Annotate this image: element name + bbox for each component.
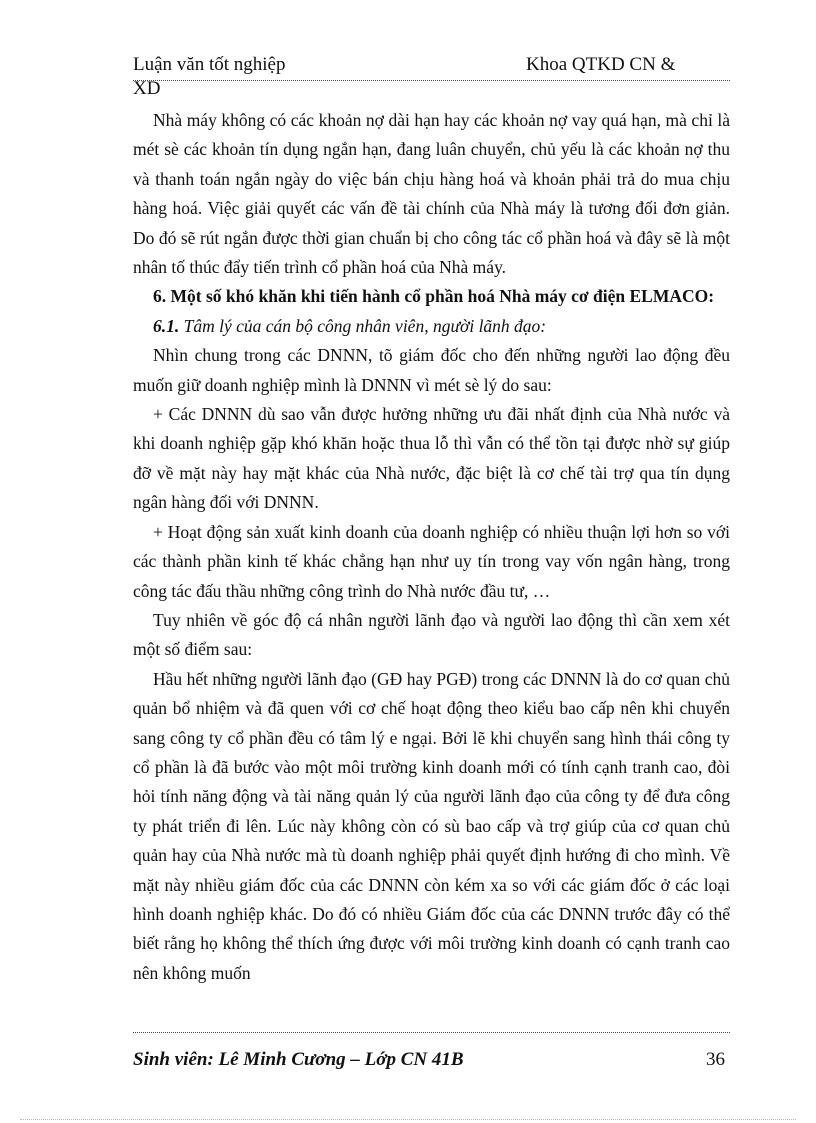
footer-student-info: Sinh viên: Lê Minh Cương – Lớp CN 41B xyxy=(133,1049,464,1070)
section-heading: 6. Một số khó khăn khi tiến hành cổ phần hoá Nhà máy cơ điện ELMACO: xyxy=(153,286,715,307)
subsection-title: Tâm lý của cán bộ công nhân viên, người lãnh đạo: xyxy=(183,315,547,336)
subsection-number: 6.1. xyxy=(153,315,180,336)
header-divider xyxy=(133,80,730,81)
paragraph: + Hoạt động sản xuất kinh doanh của doanh nghiệp có nhiều thuận lợi hơn so với các thành phần kinh tế khác chẳng hạn như uy tín trong vay vốn ngân hàng, trong công tác đấu thầu những công trình do Nhà nước đầu tư, … xyxy=(133,521,730,601)
paragraph: Nhà máy không có các khoản nợ dài hạn hay các khoản nợ vay quá hạn, mà chỉ là mét sè các khoản tín dụng ngắn hạn, đang luân chuyển, chủ yếu là các khoản nợ thu và thanh toán ngắn ngày do việc bán chịu hàng hoá và khoản phải trả do mua chịu hàng hoá. Việc giải quyết các vấn đề tài chính của Nhà máy là tương đối đơn giản. Do đó sẽ rút ngắn được thời gian chuẩn bị cho công tác cổ phần hoá và đây sẽ là một nhân tố thúc đẩy tiến trình cổ phần hoá của Nhà máy. xyxy=(133,110,730,278)
header-faculty: Khoa QTKD CN & xyxy=(526,54,676,75)
subsection-heading xyxy=(133,312,730,341)
page-edge-divider xyxy=(20,1119,796,1120)
paragraph: Hầu hết những người lãnh đạo (GĐ hay PGĐ) trong các DNNN là do cơ quan chủ quản bổ nhiệm và đã quen với cơ chế hoạt động theo kiểu bao cấp nên khi chuyển sang công ty cổ phần đều có tâm lý e ngại. Bởi lẽ khi chuyển sang hình thái công ty cổ phần là đã bước vào một môi trường kinh doanh mới có tính cạnh tranh cao, đòi hỏi tính năng động và tài năng quản lý của người lãnh đạo của công ty để đưa công ty phát triển đi lên. Lúc này không còn có sù bao cấp và trợ giúp của cơ quan chủ quản hay của Nhà nước mà tù doanh nghiệp phải quyết định hướng đi cho mình. Về mặt này nhiều giám đốc của các DNNN còn kém xa so với các giám đốc ở các loại hình doanh nghiệp khác. Do đó có nhiều Giám đốc của các DNNN trước đây có thể biết rằng họ không thể thích ứng được với môi trường kinh doanh có cạnh tranh cao nên không muốn xyxy=(133,668,730,983)
paragraph: Tuy nhiên về góc độ cá nhân người lãnh đạo và người lao động thì cần xem xét một số điểm sau: xyxy=(133,609,730,660)
header-thesis-title: Luận văn tốt nghiệp xyxy=(133,54,286,75)
footer-divider xyxy=(133,1032,730,1033)
header-faculty-wrap: XD xyxy=(133,78,161,99)
page-number: 36 xyxy=(706,1049,725,1070)
body-text xyxy=(133,106,730,988)
paragraph: Nhìn chung trong các DNNN, tõ giám đốc cho đến những người lao động đều muốn giữ doanh nghiệp mình là DNNN vì mét sè lý do sau: xyxy=(133,345,730,395)
paragraph: + Các DNNN dù sao vẫn được hưởng những ưu đãi nhất định của Nhà nước và khi doanh nghiệp gặp khó khăn hoặc thua lỗ thì vẫn có thể tồn tại được nhờ sự giúp đỡ về mặt này hay mặt khác của Nhà nước, đặc biệt là cơ chế tài trợ qua tín dụng ngân hàng đối với DNNN. xyxy=(133,404,730,513)
